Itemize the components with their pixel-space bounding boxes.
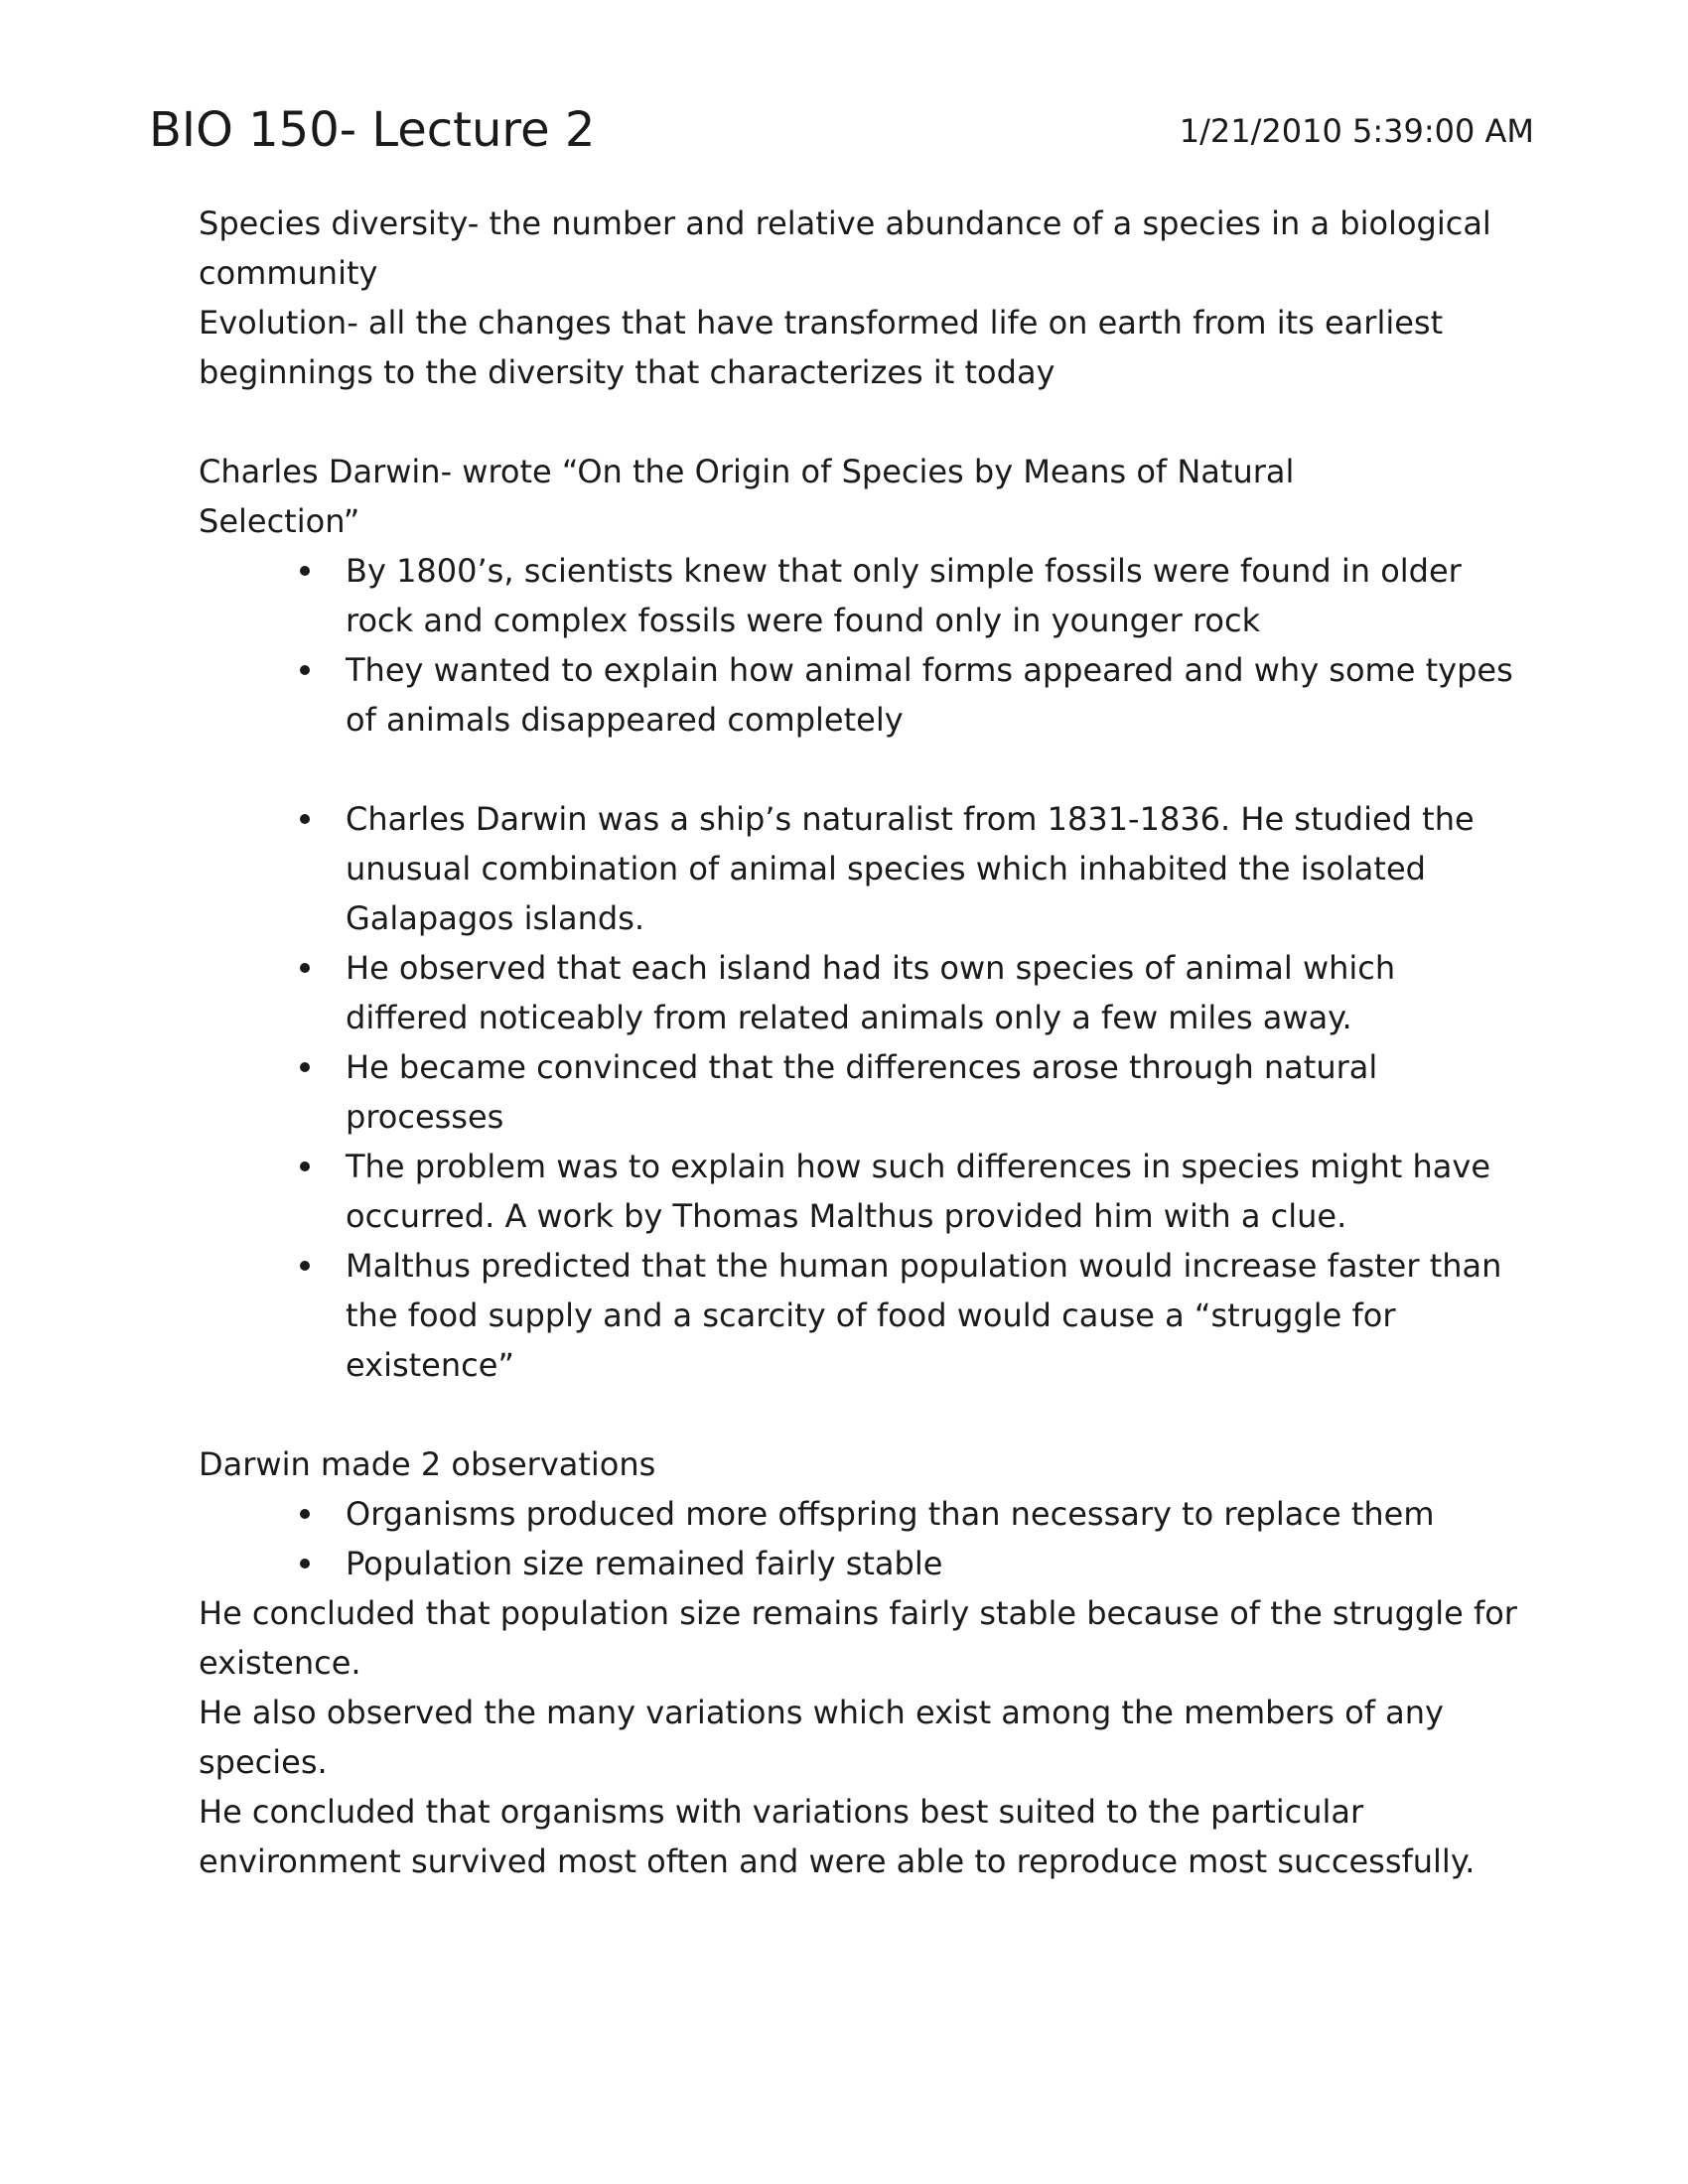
definition-species-diversity: Species diversity- the number and relative abundance of a species in a biological community (199, 205, 1491, 292)
bullet-list-fossils (199, 546, 1519, 745)
definition-evolution: Evolution- all the changes that have transformed life on earth from its earliest beginnings to the diversity that characterizes it today (199, 304, 1444, 391)
list-item-text: By 1800’s, scientists knew that only simple fossils were found in older rock and complex fossils were found only in younger rock (346, 552, 1462, 639)
list-item (346, 1241, 1519, 1390)
list-item-text: He became convinced that the differences arose through natural processes (346, 1048, 1378, 1136)
bullet-icon (300, 1161, 310, 1171)
spacer (199, 397, 1519, 447)
bullet-list-darwin (199, 794, 1519, 1390)
list-item (346, 1142, 1519, 1241)
conclusion-paragraph: He also observed the many variations which exist among the members of any species. (199, 1694, 1444, 1781)
list-item-text: They wanted to explain how animal forms appeared and why some types of animals disappeared completely (346, 651, 1513, 739)
darwin-intro: Charles Darwin- wrote “On the Origin of Species by Means of Natural Selection” (199, 453, 1295, 540)
spacer (199, 1390, 1519, 1439)
bullet-icon (300, 963, 310, 973)
list-item (346, 546, 1519, 645)
list-item-text: Charles Darwin was a ship’s naturalist from 1831-1836. He studied the unusual combination of animal species which inhabited the isolated Galapagos islands. (346, 800, 1475, 937)
list-item-text: Malthus predicted that the human population would increase faster than the food supply and a scarcity of food would cause a “struggle for existence” (346, 1247, 1502, 1384)
bullet-icon (300, 814, 310, 824)
bullet-icon (300, 566, 310, 576)
list-item (346, 1489, 1519, 1539)
page-title: BIO 150- Lecture 2 (149, 102, 596, 158)
bullet-icon (300, 665, 310, 675)
conclusion-paragraph: He concluded that population size remains fairly stable because of the struggle for existence. (199, 1594, 1517, 1682)
bullet-list-observations (199, 1489, 1519, 1588)
bullet-icon (300, 1261, 310, 1271)
document-header (149, 95, 1534, 165)
bullet-icon (300, 1559, 310, 1569)
conclusion-paragraph: He concluded that organisms with variations best suited to the particular environment survived most often and were able to reproduce most successfully. (199, 1793, 1476, 1880)
list-item (346, 794, 1519, 943)
timestamp: 1/21/2010 5:39:00 AM (1179, 112, 1534, 150)
list-item (346, 943, 1519, 1042)
list-item (346, 645, 1519, 745)
list-item (346, 1539, 1519, 1588)
list-item (346, 1042, 1519, 1142)
spacer (199, 745, 1519, 794)
list-item-text: The problem was to explain how such differences in species might have occurred. A work by Thomas Malthus provided him with a clue. (346, 1148, 1491, 1235)
document-body (199, 199, 1519, 1886)
observations-heading: Darwin made 2 observations (199, 1445, 656, 1483)
list-item-text: He observed that each island had its own species of animal which differed noticeably from related animals only a few miles away. (346, 949, 1396, 1036)
bullet-icon (300, 1509, 310, 1519)
bullet-icon (300, 1062, 310, 1072)
list-item-text: Population size remained fairly stable (346, 1545, 943, 1582)
list-item-text: Organisms produced more offspring than necessary to replace them (346, 1495, 1435, 1533)
